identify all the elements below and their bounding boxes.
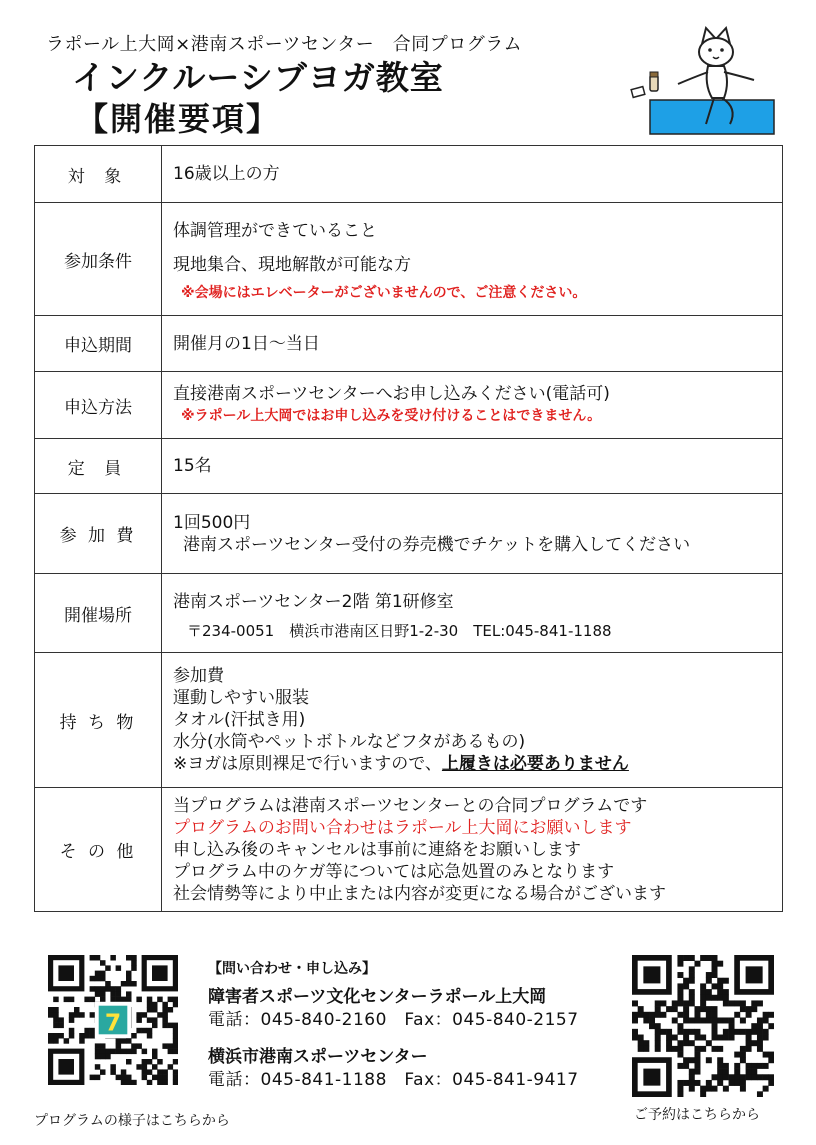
other-line-highlight: プログラムのお問い合わせはラポール上大岡にお願いします [173,817,632,838]
qr-left-caption: プログラムの様子はこちらから [34,1113,230,1129]
items-line: 水分(水筒やペットボトルなどフタがあるもの) [173,732,526,752]
table-row [35,574,783,653]
fee-value [162,494,783,574]
other-label: そ の 他 [59,842,137,862]
row-label-items [35,653,162,788]
venue-address: 〒234-0051 横浜市港南区日野1-2-30 TEL:045-841-1188 [187,622,612,640]
items-label: 持 ち 物 [59,712,137,733]
qr-code-left-graphic [48,955,178,1085]
target-label: 対 象 [67,166,129,187]
conditions-value [162,203,783,316]
page-title: インクルーシブヨガ教室 [72,58,444,97]
table-row [35,439,783,494]
method-label: 申込方法 [35,372,162,439]
fee-label: 参 加 費 [59,526,137,546]
capacity-label: 定 員 [67,458,129,479]
contact-org-konan: 横浜市港南スポーツセンター [208,1047,428,1067]
contact-heading: 【問い合わせ・申し込み】 [208,961,376,977]
contact-tel-rapport: 電話：045-840-2160 Fax：045-840-2157 [208,1010,579,1030]
method-value [162,372,783,439]
items-note: ※ヨガは原則裸足で行いますので、 [173,754,442,774]
row-label-target [35,146,162,203]
table-row [35,372,783,439]
conditions-label: 参加条件 [35,203,162,316]
items-value [162,653,783,788]
row-label-other [35,788,162,912]
row-label-fee [35,494,162,574]
method-note: ※ラポール上大岡ではお申し込みを受け付けることはできません。 [181,408,602,424]
qr-code-right-graphic [632,955,774,1097]
fee-line: 港南スポーツセンター受付の券売機でチケットを購入してください [183,534,691,555]
venue-label: 開催場所 [35,574,162,653]
target-value: 16歳以上の方 [162,146,783,203]
conditions-line: 現地集合、現地解散が可能な方 [173,255,411,275]
conditions-line: 体調管理ができていること [173,221,377,241]
section-heading: 【開催要項】 [76,100,281,138]
qr-code-reservation[interactable] [632,955,774,1097]
fee-line: 1回500円 [173,512,251,533]
qr-code-program[interactable] [48,955,178,1085]
items-line: タオル(汗拭き用) [173,710,306,730]
capacity-value: 15名 [162,439,783,494]
program-subtitle: ラポール上大岡×港南スポーツセンター 合同プログラム [46,34,523,55]
contact-org-rapport: 障害者スポーツ文化センターラポール上大岡 [208,987,547,1007]
other-line: 当プログラムは港南スポーツセンターとの合同プログラムです [173,795,648,816]
conditions-note: ※会場にはエレベーターがございませんので、ご注意ください。 [181,285,587,301]
items-line [173,753,782,775]
svg-text:7: 7 [104,1008,122,1037]
period-value: 開催月の1日～当日 [162,316,783,372]
venue-value [162,574,783,653]
contact-tel-konan: 電話：045-841-1188 Fax：045-841-9417 [208,1070,579,1090]
other-value [162,788,783,912]
method-line: 直接港南スポーツセンターへお申し込みください(電話可) [173,384,610,404]
other-line: 申し込み後のキャンセルは事前に連絡をお願いします [173,839,581,860]
yoga-cat-illustration [620,22,780,140]
program-details-table [34,145,783,912]
table-row [35,494,783,574]
table-row [35,788,783,912]
other-line: プログラム中のケガ等については応急処置のみとなります [173,861,615,882]
contact-block [208,958,579,1092]
items-note-emphasis: 上履きは必要ありません [441,754,629,774]
other-line: 社会情勢等により中止または内容が変更になる場合がございます [173,883,666,904]
table-row [35,316,783,372]
period-label: 申込期間 [35,316,162,372]
qr-right-caption: ご予約はこちらから [634,1107,760,1123]
items-line: 参加費 [173,666,224,686]
table-row [35,653,783,788]
table-row [35,203,783,316]
row-label-capacity [35,439,162,494]
table-row [35,146,783,203]
venue-line: 港南スポーツセンター2階 第1研修室 [173,592,454,612]
items-line: 運動しやすい服装 [173,688,309,708]
